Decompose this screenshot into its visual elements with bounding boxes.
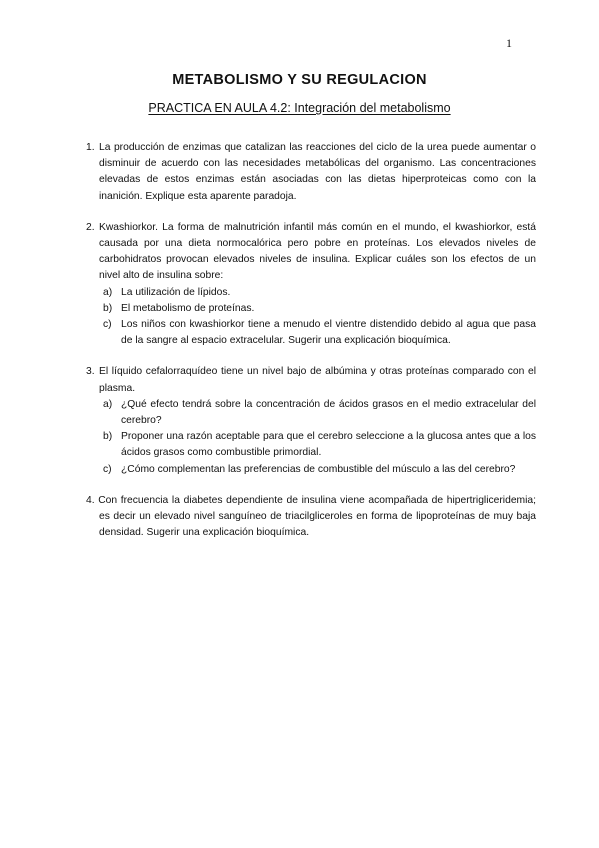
subitem-b (86, 429, 536, 461)
document-title: METABOLISMO Y SU REGULACION (172, 72, 427, 88)
subitem-c (86, 317, 536, 349)
questions-list (86, 140, 536, 556)
page-number: 1 (506, 36, 512, 50)
question-4 (86, 493, 536, 542)
subitem-text: ¿Cómo complementan las preferencias de combustible del músculo a las del cerebro? (121, 463, 516, 475)
subitem-letter: a) (103, 286, 113, 298)
subitem-list (86, 397, 536, 478)
subitem-b (86, 301, 536, 317)
subitem-letter: b) (103, 431, 113, 443)
question-text: Kwashiorkor. La forma de malnutrición infantil más común en el mundo, el kwashiorkor, está causada por una dieta normocalórica pero pobre en proteínas. Los elevados niveles de carbohidratos provocan elevados niveles de insulina. Explicar cuáles son los efectos de un nivel alto de insulina sobre: (99, 221, 536, 282)
question-number: 3. (86, 366, 95, 378)
question-text: La producción de enzimas que catalizan las reacciones del ciclo de la urea puede aumentar o disminuir de acuerdo con las necesidades metabólicas del organismo. Las concentraciones elevadas de estos enzimas están asociadas con las dietas hiperproteicas como con la inanición. Explique esta aparente paradoja. (99, 142, 536, 202)
subitem-text: Proponer una razón aceptable para que el cerebro seleccione a la glucosa antes que a los ácidos grasos como combustible primordial. (121, 431, 536, 459)
subitem-letter: b) (103, 302, 113, 314)
subitem-text: El metabolismo de proteínas. (121, 302, 255, 314)
question-3 (86, 364, 536, 477)
subitem-a (86, 397, 536, 429)
subitem-letter: c) (103, 319, 112, 331)
question-number: 2. (86, 221, 95, 233)
subitem-c (86, 462, 536, 478)
subitem-text: ¿Qué efecto tendrá sobre la concentración de ácidos grasos en el medio extracelular del cerebro? (121, 398, 536, 427)
subitem-text: Los niños con kwashiorkor tiene a menudo el vientre distendido debido al agua que pasa de la sangre al espacio extracelular. Sugerir una explicación bioquímica. (121, 319, 536, 347)
subitem-a (86, 285, 536, 301)
subitem-letter: c) (103, 463, 112, 475)
subitem-letter: a) (103, 398, 113, 410)
question-2 (86, 220, 536, 350)
question-text: El líquido cefalorraquídeo tiene un nivel bajo de albúmina y otras proteínas comparado con el plasma. (99, 366, 536, 394)
subitem-text: La utilización de lípidos. (121, 286, 231, 298)
subitem-list (86, 285, 536, 350)
question-text: 4. Con frecuencia la diabetes dependiente de insulina viene acompañada de hipertrigliceridemia; es decir un elevado nivel sanguíneo de triacilgliceroles en forma de lipoproteínas de muy baja densidad. Sugerir una explicación bioquímica. (86, 494, 536, 539)
document-subtitle: PRACTICA EN AULA 4.2: Integración del metabolismo (148, 101, 451, 115)
question-1 (86, 140, 536, 205)
question-number: 1. (86, 142, 95, 153)
